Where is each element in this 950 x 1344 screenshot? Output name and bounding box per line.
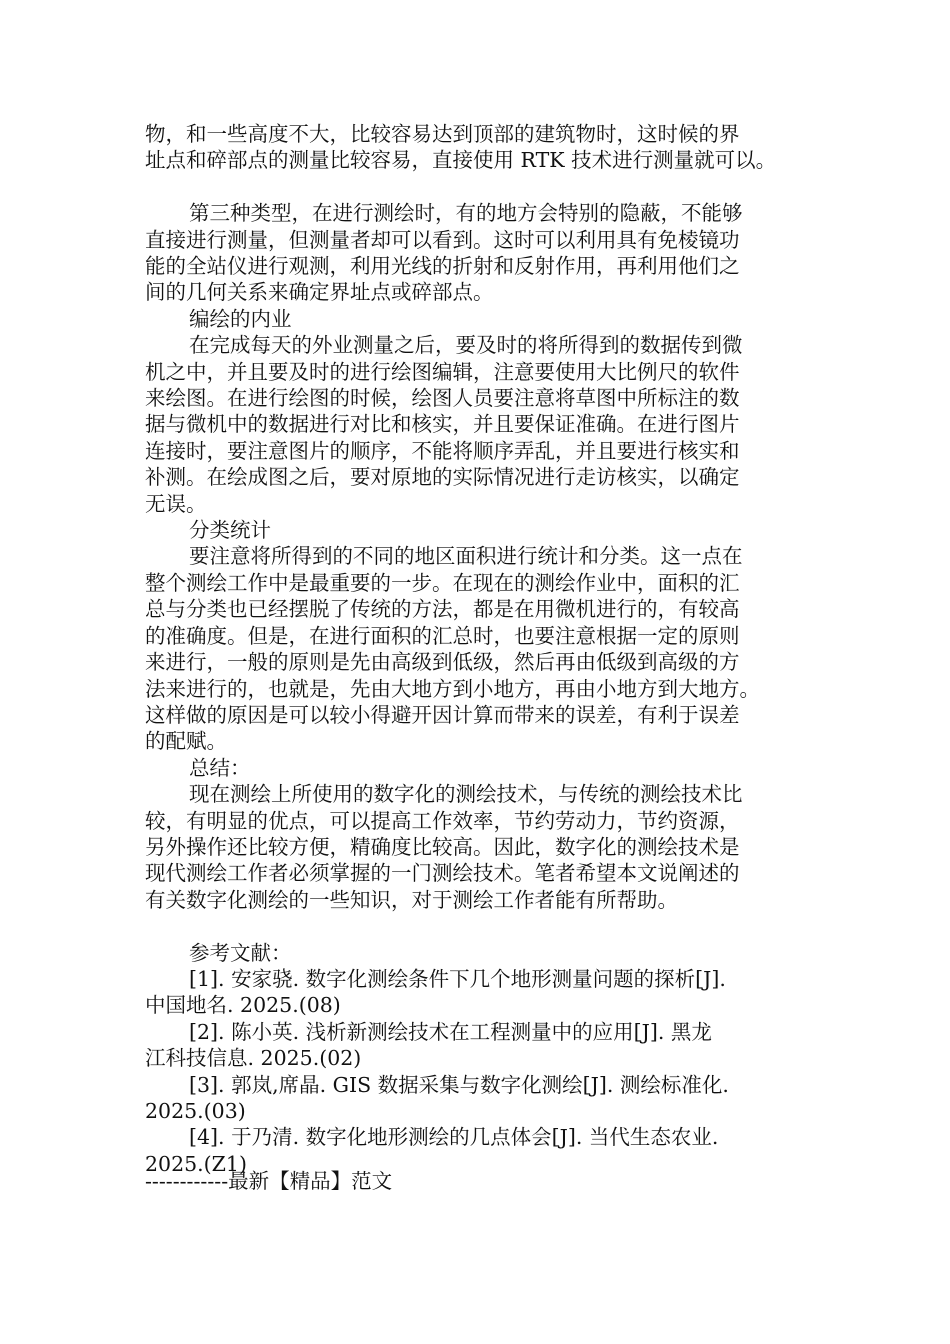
spacer <box>145 174 820 200</box>
reference-item-3: [3]. 郭岚,席晶. GIS 数据采集与数字化测绘[J]. 测绘标准化. 2025.(03) <box>145 1072 729 1123</box>
paragraph-summary: 现在测绘上所使用的数字化的测绘技术，与传统的测绘技术比 较，有明显的优点，可以提高工作效率，节约劳动力，节约资源， 另外操作还比较方便，精确度比较高。因此，数字化的测绘技术是 现代测绘工作者必须掌握的一门测绘技术。笔者希望本文说阐述的 有关数字化测绘的一些知识，对于测绘工作者能有所帮助。 <box>145 782 743 912</box>
paragraph-type3: 第三种类型，在进行测绘时，有的地方会特别的隐蔽，不能够 直接进行测量，但测量者却可以看到。这时可以利用具有免棱镜功 能的全站仪进行观测，利用光线的折射和反射作用，再利用他们之 间的几何关系来确定界址点或碎部点。 <box>145 201 743 305</box>
reference-item-2: [2]. 陈小英. 浅析新测绘技术在工程测量中的应用[J]. 黑龙 江科技信息. 2025.(02) <box>145 1019 712 1071</box>
paragraph-internal: 在完成每天的外业测量之后，要及时的将所得到的数据传到微 机之中，并且要及时的进行绘图编辑，注意要使用大比例尺的软件 来绘图。在进行绘图的时候，绘图人员要注意将草图中所标注的数 据与微机中的数据进行对比和核实，并且要保证准确。在进行图片 连接时，要注意图片的顺序，不能将顺序弄乱，并且要进行核实和 补测。在绘成图之后，要对原地的实际情况进行走访核实，以确定 无误。 <box>145 333 743 516</box>
reference-item-1: [1]. 安家骁. 数字化测绘条件下几个地形测量问题的探析[J]. 中国地名. 2025.(08) <box>145 966 726 1018</box>
paragraph-stats: 要注意将所得到的不同的地区面积进行统计和分类。这一点在 整个测绘工作中是最重要的一步。在现在的测绘作业中，面积的汇 总与分类也已经摆脱了传统的方法，都是在用微机进行的，有较高 的准确度。但是，在进行面积的汇总时，也要注意根据一定的原则 来进行，一般的原则是先由高级到低级，然后再由低级到高级的方 法来进行的，也就是，先由大地方到小地方，再由小地方到大地方。 这样做的原因是可以较小得避开因计算而带来的误差，有利于误差 的配赋。 <box>145 544 760 754</box>
paragraph-continued: 物，和一些高度不大，比较容易达到顶部的建筑物时，这时候的界 址点和碎部点的测量比较容易，直接使用 RTK 技术进行测量就可以。 <box>145 122 777 173</box>
section-heading-stats: 分类统计 <box>189 518 271 543</box>
footer-tagline: ------------最新【精品】范文 <box>145 1169 393 1193</box>
section-heading-summary: 总结： <box>189 755 251 780</box>
references-title: 参考文献： <box>189 940 292 965</box>
spacer <box>145 913 820 939</box>
reference-item-4: [4]. 于乃清. 数字化地形测绘的几点体会[J]. 当代生态农业. 2025.(Z1) <box>145 1125 719 1176</box>
document-body <box>145 121 820 1177</box>
section-heading-internal: 编绘的内业 <box>189 306 292 331</box>
